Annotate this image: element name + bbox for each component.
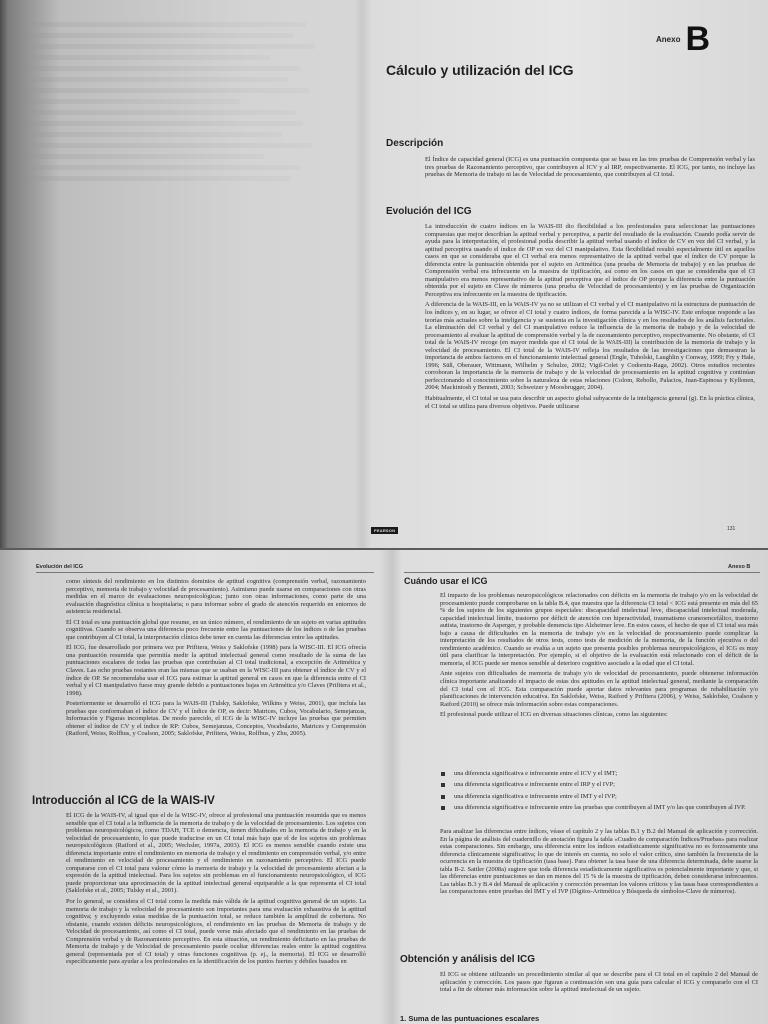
header-rule <box>404 572 760 573</box>
paragraph: El ICG, fue desarrollado por primera vez por Prifitera, Weiss y Saklofske (1998) para la WISC-III. El ICG ofrecía una puntuación resumida que permitía medir la aptitud intelectual general como resultado de la suma de las puntuaciones escalares de todas las pruebas que contribuían al CI total tradicional, a excepción de Aritmética y Claves. Las ocho pruebas restantes eran las mismas que se usaban en la WISC-III para obtener el índice de CV y el índice de OP. Se recomendaba usar el ICG para estimar la aptitud general en casos en que la diferencia entre el CI verbal y el CI manipulativo fuese muy grande debido a puntuaciones bajas en Aritmética y/o Claves (Prifitera et al., 1998). <box>66 644 366 697</box>
paragraph: Habitualmente, el CI total se usa para describir un aspecto global subyacente de la inteligencia general (g). En la práctica clínica, el CI total se utiliza para diversos objetivos. Puede utilizarse <box>425 395 755 410</box>
clinical-situations-list <box>440 770 758 816</box>
annex-word: Anexo <box>656 34 681 44</box>
running-head-left: Evolución del ICG <box>36 564 84 570</box>
heading-obtencion: Obtención y análisis del ICG <box>400 954 536 965</box>
left-column-text <box>66 578 366 738</box>
faded-facing-page <box>30 22 330 187</box>
list-item: una diferencia significativa e infrecuente entre las pruebas que contribuyen al IMT y/o las que contribuyen al IVP. <box>440 804 758 811</box>
chapter-title: Cálculo y utilización del ICG <box>386 62 574 78</box>
obtencion-text <box>440 971 758 994</box>
list-item: una diferencia significativa e infrecuente entre el IRP y el IVP; <box>440 781 758 788</box>
comparison-text <box>440 828 758 896</box>
paragraph: El ICG se obtiene utilizando un procedimiento similar al que se describe para el CI total en el capítulo 2 del Manual de aplicación y corrección. Los pasos que figuran a continuación son una guía para calcular el ICG y compararlo con el CI total a fin de obtener más información sobre la aptitud intelectual de un sujeto. <box>440 971 758 994</box>
running-head-right: Anexo B <box>728 564 751 570</box>
paragraph: El CI total es una puntuación global que resume, en un único número, el rendimiento de un sujeto en varias aptitudes cognitivas. Cuando se observa una diferencia poco frecuente entre las puntuaciones de los índices o de las pruebas que contribuyen al CI total, la interpretación clínica debe tener en cuenta las diferencias entre las aptitudes. <box>66 618 366 641</box>
annex-label <box>656 22 710 56</box>
paragraph: Ante sujetos con dificultades de memoria de trabajo y/o de velocidad de procesamiento, puede obtenerse información clínica importante analizando el impacto de estas dos aptitudes en la aptitud intelectual general, mediante la comparación del CI total con el ICG. Esta comparación puede aportar datos relevantes para programas de rehabilitación y/o planificaciones de intervención educativa. En Saklofske, Weiss, Raiford y Prifitera (2006), y Weiss, Saklofske, Coalson y Raiford (2010) se ofrece más información sobre estas comparaciones. <box>440 670 758 708</box>
cuando-text <box>440 592 758 719</box>
heading-evolucion: Evolución del ICG <box>386 206 472 217</box>
paragraph: El profesional puede utilizar el ICG en diversas situaciones clínicas, como las siguientes: <box>440 711 668 719</box>
introduccion-text <box>66 812 366 966</box>
paragraph: como síntesis del rendimiento en los distintos dominios de aptitud cognitiva (comprensión verbal, razonamiento perceptivo, memoria de trabajo y velocidad de procesamiento). Asimismo puede usarse en comparaciones con otras medidas en el marco de evaluaciones neuropsicológicas; junto con otras informaciones, como parte de una evaluación diagnóstica clínica u hospitalaria; o para informar sobre el grado de atención requerido en entornos de asistencia residencial. <box>66 578 366 616</box>
header-rule <box>36 572 374 573</box>
list-item: una diferencia significativa e infrecuente entre el ICV y el IMT; <box>440 770 758 777</box>
paragraph: Posteriormente se desarrolló el ICG para la WAIS-III (Tulsky, Saklofske, Wilkins y Weiss, 2001), que incluía las pruebas que conformaban el índice de CV y el índice de OP, es decir: Matrices, Cubos, Vocabulario, Semejanzas, Información y Figuras incompletas. De modo parecido, el ICG de la WISC-IV incluye las pruebas que permiten obtener el índice de CV y el índice de RP: Cubos, Semejanzas, Conceptos, Vocabulario, Matrices y Comprensión (Raiford, Weiss, Rolfhus, y Coalson, 2005; Saklofske, Prifitera, Weiss, Rolfhus, y Zhu, 2005). <box>66 700 366 738</box>
paragraph: El ICG de la WAIS-IV, al igual que el de la WISC-IV, ofrece al profesional una puntuación resumida que es menos sensible que el CI total a la influencia de la memoria de trabajo y de la velocidad de procesamiento. Los sujetos con problemas neuropsicológicos, como TDAH, TCE o demencia, tienen dificultades en la memoria de trabajo y en la velocidad de procesamiento, lo que puede traducirse en un CI total más bajo que el de los sujetos sin problemas neuropsicológicos (Raiford et al., 2005; Wechsler, 1997a, 2003). El ICG es menos sensible cuando existe una diferencia importante entre el rendimiento en memoria de trabajo y el rendimiento en comprensión verbal, y/o entre el rendimiento en velocidad de procesamiento y el rendimiento en razonamiento perceptivo. El ICG puede compararse con el CI total para valorar cómo la memoria de trabajo y la velocidad de procesamiento afectan a la expresión de la aptitud intelectual. Para los sujetos sin problemas en el funcionamiento neuropsicológico, el ICG puede proporcionar una aproximación de la aptitud intelectual general equiparable a la que representa el CI total (Saklofske et al., 2005; Tulsky et al., 2001). <box>66 812 366 895</box>
descripcion-text <box>425 156 755 179</box>
paragraph: A diferencia de la WAIS-III, en la WAIS-IV ya no se utilizan el CI verbal y el CI manipulativo ni la estructura de puntuación de los índices y, en su lugar, se ofrece el CI total y cuatro índices, de forma parecida a la WISC-IV. Este enfoque responde a las teorías más actuales sobre la inteligencia y se sustenta en la investigación clínica y en los resultados de los análisis factoriales. La eliminación del CI verbal y del CI manipulativo reduce la influencia de la memoria de trabajo y de la velocidad de procesamiento al evaluar la aptitud de comprensión verbal y la de razonamiento perceptivo, respectivamente. No obstante, el CI total de la WAIS-IV recoge (en mayor medida que el CI total de la WAIS-III) la contribución de la memoria de trabajo y la velocidad de procesamiento. El CI total de la WAIS-IV refleja los resultados de las investigaciones que demuestran la importancia de ambos factores en el funcionamiento intelectual general (Engle, Tuholski, Laughlin y Conway, 1999; Fry y Hale, 1996; Süß, Oberauer, Wittmann, Wilhelm y Schulze, 2002; Vigil-Colet y Codorniu-Raga, 2002). Otros estudios recientes corroboran la importancia de la memoria de trabajo y de la velocidad de procesamiento en la aptitud cognitiva y continúan perfeccionando el conocimiento sobre la naturaleza de estas relaciones (Colom, Rebollo, Palacios, Juan-Espinosa y Kyllonen, 2004; Mackintosh y Bennett, 2003; Schweizer y Moosbrugger, 2004). <box>425 301 755 392</box>
paragraph: La introducción de cuatro índices en la WAIS-III dio flexibilidad a los profesionales para seleccionar las puntuaciones compuestas que mejor describían la aptitud verbal y perceptiva, a partir del resultado de la evaluación. Cuando podía servir de ayuda para la interpretación, el profesional podía describir la aptitud verbal usando el índice de CV en vez del CI verbal, y la aptitud perceptiva usando el índice de OP en vez del CI manipulativo. Esta flexibilidad resultó especialmente útil en aquellos casos en que se consideraba que el CI verbal era menos representativo de la aptitud verbal que el índice de CV porque la diferencia entre la puntuación obtenida por el sujeto en Aritmética (una prueba de Memoria de trabajo) y en las pruebas de Comprensión verbal era infrecuente en la muestra de tipificación, así como en los casos en que se consideraba que el CI manipulativo era menos representativo de la aptitud perceptiva que el índice de OP porque la diferencia entre la puntuación obtenida por el sujeto en Clave de números (una prueba de Velocidad de procesamiento) y en las pruebas de Organización Perceptiva era infrecuente en la muestra de tipificación. <box>425 223 755 298</box>
heading-introduccion: Introducción al ICG de la WAIS-IV <box>32 795 215 807</box>
publisher-logo: PEARSON <box>371 527 398 534</box>
paragraph: El impacto de los problemas neuropsicológicos relacionados con déficits en la memoria de trabajo y/o en la velocidad de procesamiento puede comprobarse en la tabla B.4, que muestra que la diferencia CI total < ICG está presente en más del 65 % de los sujetos de los siguientes grupos especiales: discapacidad intelectual leve, discapacidad intelectual moderada, capacidad intelectual límite, trastorno por déficit de atención con hiperactividad, traumatismo craneoencefálico, trastorno autista, trastorno de Asperger, y probable demencia tipo Alzheimer leve. En estos casos, el hecho de que el CI total sea más bajo a causa de dificultades en la memoria de trabajo y/o en la velocidad de procesamiento puede complicar la interpretación de los resultados de otros tests, como tests de medición de la memoria, de la función ejecutiva o del rendimiento académico. Cuando se evalúa a un sujeto que presenta posibles problemas neuropsicológicos, el ICG es muy útil para clarificar la interpretación. Por ejemplo, si el objetivo de la evaluación está relacionado con el déficit de la memoria, el ICG puede ser menos sensible al deterioro cognitivo asociado a la edad que el CI total. <box>440 592 758 667</box>
heading-descripcion: Descripción <box>386 138 444 149</box>
page-number: 131 <box>727 526 736 532</box>
heading-cuando: Cuándo usar el ICG <box>404 576 488 586</box>
subheading-suma: 1. Suma de las puntuaciones escalares <box>400 1014 540 1023</box>
paragraph: Por lo general, se considera el CI total como la medida más válida de la aptitud cognitiva general de un sujeto. La memoria de trabajo y la velocidad de procesamiento son importantes para una evaluación exhaustiva de la aptitud cognitiva; y excluyendo estas medidas de la puntuación total, se reduce también la amplitud de cobertura. No obstante, cuando existen déficits neuropsicológicos, el rendimiento en las pruebas de Memoria de trabajo y de Velocidad de procesamiento, así como el CI total, puede verse más afectado que el rendimiento en las pruebas de Comprensión verbal y de Razonamiento perceptivo. En esta situación, un rendimiento deficitario en las pruebas de Memoria de trabajo y de Velocidad de procesamiento puede ocultar diferencias reales entre la aptitud cognitiva general (representada por el CI total) y otras funciones cognitivas (p. ej., la memoria). El ICG se desarrolló específicamente para ayudar a los profesionales en la identificación de los puntos fuertes y débiles basados en <box>66 898 366 966</box>
evolucion-text <box>425 223 755 410</box>
spread-page <box>0 550 768 1024</box>
paragraph: Para analizar las diferencias entre índices, véase el capítulo 2 y las tablas B.1 y B.2 del Manual de aplicación y corrección. En la página de análisis del cuadernillo de anotación figura la tabla «Cuadro de comparación Índices/Pruebas» para realizar estas comparaciones. Sin embargo, una diferencia entre los índices estadísticamente significativa no es forzosamente una diferencia clínicamente significativa; lo que de interés en cuenta, no solo el valor crítico, sino también la frecuencia de la ocurrencia en la muestra de tipificación (tasa base). Para obtener la tasa base de una diferencia determinada, debe usarse la tabla B-2. Sattler (2008a) sugiere que toda diferencia estadísticamente significativa es potencialmente importante y que, si las diferencias entre puntuaciones se dan en menos del 15 % de la muestra de tipificación, deben considerarse infrecuentes. Las tablas B.3 y B.4 del Manual de aplicación y corrección presentan los valores críticos y las tasas base correspondientes a las comparaciones entre pruebas del IMT y el IVP (Dígitos-Aritmética y Búsqueda de símbolos-Clave de números). <box>440 828 758 896</box>
list-item: una diferencia significativa e infrecuente entre el IMT y el IVP; <box>440 793 758 800</box>
annex-letter: B <box>685 20 711 58</box>
paragraph: El Índice de capacidad general (ICG) es una puntuación compuesta que se basa en las tres pruebas de Comprensión verbal y las tres pruebas de Razonamiento perceptivo, que contribuyen al ICV y al IRP, respectivamente. El ICG, por tanto, no incluye las pruebas de Memoria de trabajo ni las de Velocidad de procesamiento, que contribuyen al CI total. <box>425 156 755 179</box>
